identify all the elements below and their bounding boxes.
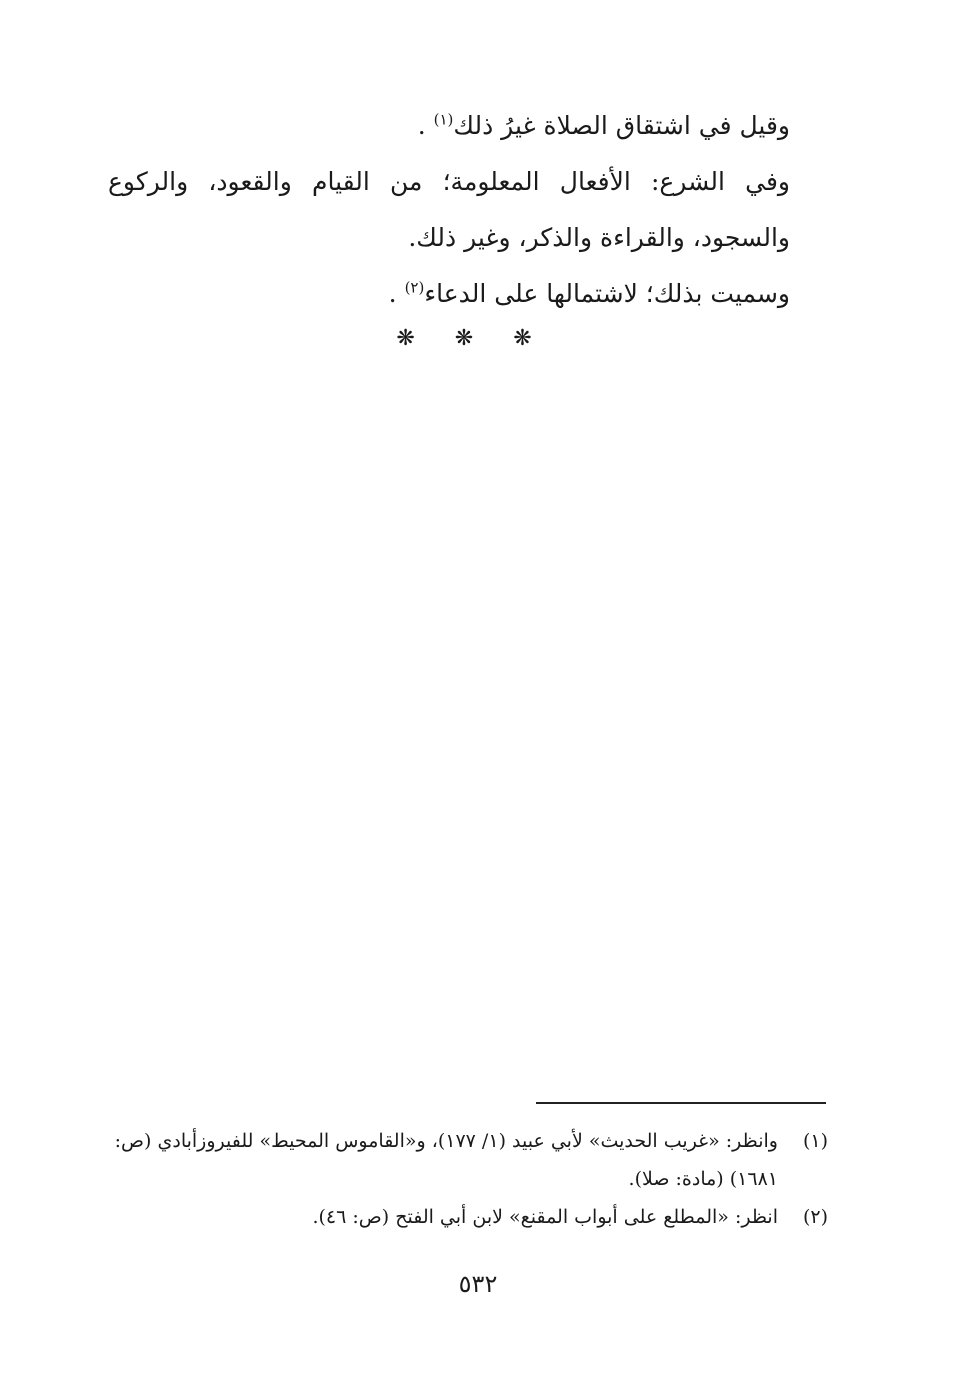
footnote-2 [108, 1198, 828, 1236]
paragraph-end: . [417, 111, 434, 140]
main-text [108, 98, 828, 322]
footnote-ref-2[interactable]: (٢) [404, 278, 425, 297]
footnote-ref-1[interactable]: (١) [433, 110, 454, 129]
paragraph-etymology [108, 98, 828, 154]
asterism-mark: ❋ [513, 326, 560, 351]
section-separator [0, 326, 956, 351]
paragraph-end: . [388, 279, 405, 308]
footnote-divider [536, 1102, 826, 1104]
asterism-mark: ❋ [454, 326, 502, 351]
asterism-mark: ❋ [396, 326, 443, 351]
footnote-text: انظر: «المطلع على أبواب المقنع» لابن أبي الفتح (ص: ٤٦). [312, 1206, 778, 1228]
footnote-number: (٢) [802, 1206, 828, 1228]
footnote-number: (١) [802, 1130, 828, 1152]
page-number: ٥٣٢ [458, 1270, 498, 1298]
footnote-text: وانظر: «غريب الحديث» لأبي عبيد (١/ ١٧٧)، و«القاموس المحيط» للفيروزأبادي (ص: ١٦٨١) (مادة: صلا). [114, 1130, 778, 1190]
paragraph-text: وسميت بذلك؛ لاشتمالها على الدعاء [424, 279, 790, 308]
paragraph-shariah-definition: وفي الشرع: الأفعال المعلومة؛ من القيام والقعود، والركوع والسجود، والقراءة والذكر، وغير ذلك. [108, 167, 790, 252]
footnote-1 [108, 1122, 828, 1198]
paragraph-naming [108, 266, 828, 322]
footnotes [108, 1122, 828, 1236]
paragraph-text: وقيل في اشتقاق الصلاة غيرُ ذلك [453, 111, 790, 140]
